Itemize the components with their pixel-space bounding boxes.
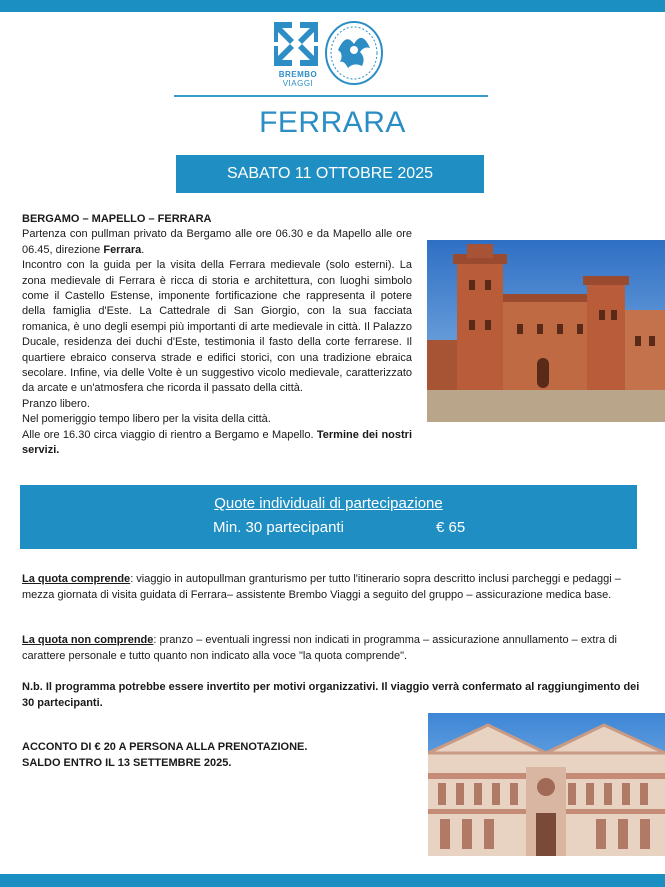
winged-lion-seal-icon — [324, 20, 384, 86]
page-title: FERRARA — [259, 106, 406, 139]
return-paragraph: Alle ore 16.30 circa viaggio di rientro a Bergamo e Mapello. Termine dei nostri servizi. — [22, 428, 412, 457]
top-accent-bar — [0, 0, 665, 12]
visit-paragraph: Incontro con la guida per la visita della Ferrara medievale (solo esterni). La zona medievale di Ferrara è ricca di storia e architettura, con luoghi simbolo come il Castello Estense, imponente fortificazione che rappresenta il potere della famiglia d'Este. La Cattedrale di San Giorgio, con la sua facciata romanica, è uno degli esempi più importanti di arte medievale in città. Il Palazzo Ducale, residenza dei duchi d'Este, testimonia il fasto della corte ferrarese. Il quartiere ebraico conserva strade e edifici storici, con una tradizione ebraica secolare. Infine, via delle Volte è un suggestivo vicolo medievale, caratterizzato da arcate e un'atmosfera che ricorda il passato della città. — [22, 259, 412, 395]
organizational-note: N.b. Il programma potrebbe essere invertito per motivi organizzativi. Il viaggio verrà confermato al raggiungimento dei 30 partecipanti. — [22, 681, 640, 709]
date-banner: SABATO 11 OTTOBRE 2025 — [176, 155, 484, 193]
lunch-line: Pranzo libero. — [22, 397, 90, 410]
payment-terms — [22, 740, 352, 771]
logo-arrows-icon — [272, 20, 320, 68]
departure-paragraph: Partenza con pullman privato da Bergamo alle ore 06.30 e da Mapello alle ore 06.45, direzione Ferrara. — [22, 228, 412, 256]
afternoon-line: Nel pomeriggio tempo libero per la visita della città. — [22, 413, 271, 426]
route-heading: BERGAMO – MAPELLO – FERRARA — [22, 213, 212, 225]
balance-line: SALDO ENTRO IL 13 SETTEMBRE 2025. — [22, 756, 232, 769]
pricing-banner — [20, 485, 637, 549]
excludes-paragraph: La quota non comprende: pranzo – eventuali ingressi non indicati in programma – assicurazione annullamento – extra di carattere personale e tutto quanto non indicato alla voce "la quota comprende". — [22, 634, 617, 662]
includes-paragraph: La quota comprende: viaggio in autopullman granturismo per tutto l'itinerario sopra descritto inclusi parcheggi e pedaggi – mezza giornata di visita guidata di Ferrara– assistente Brembo Viaggi a seguito del gruppo – assicurazione medica base. — [22, 573, 621, 601]
deposit-line: ACCONTO DI € 20 A PERSONA ALLA PRENOTAZIONE. — [22, 741, 308, 753]
cattedrale-san-giorgio-photo — [428, 713, 665, 856]
itinerary-text — [22, 212, 412, 459]
logo-wordmark: BREMBO VIAGGI — [278, 70, 318, 88]
minimum-participants: Min. 30 partecipanti — [213, 519, 344, 536]
price-value: € 65 — [436, 519, 466, 536]
pricing-heading: Quote individuali di partecipazione — [214, 495, 443, 512]
castello-estense-photo — [427, 240, 665, 422]
bottom-accent-bar — [0, 874, 665, 887]
brembo-viaggi-logo — [272, 20, 384, 92]
divider-line — [174, 95, 488, 97]
